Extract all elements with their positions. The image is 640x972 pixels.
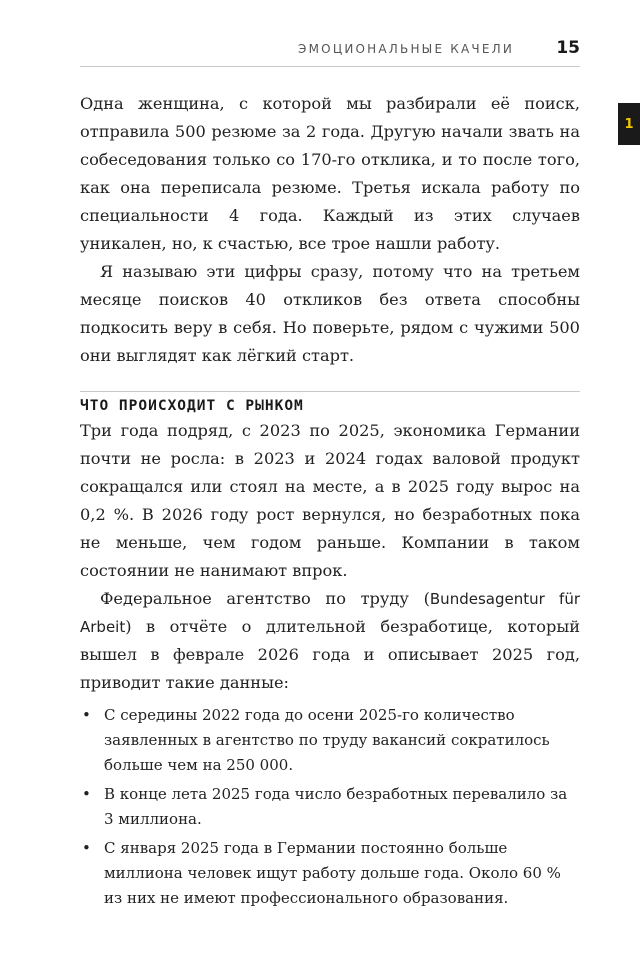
section-paragraph-2 [80,585,580,697]
page-header [80,36,580,67]
bullet-icon: • [82,839,91,857]
list-item [80,703,580,778]
section-heading: ЧТО ПРОИСХОДИТ С РЫНКОМ [80,398,304,414]
agency-name: Bundesagentur für Arbeit [80,590,580,636]
chapter-tab: 1 [618,103,640,145]
page-body [80,90,580,915]
intro-paragraph-1: Одна женщина, с которой мы разбирали её поиск, отправила 500 резюме за 2 года. Другую начали звать на собеседования только со 170-го отклика, и то после того, как она переписала резюме. Третья искала работу по специальности 4 года. Каждый из этих случаев уникален, но, к счастью, все трое нашли работу. [80,94,580,253]
paragraph-text: Федеральное агентство по труду ( [100,589,430,608]
list-item-text: С середины 2022 года до осени 2025-го количество заявленных в агентство по труду вакансий сократилось больше чем на 250 000. [104,706,550,774]
paragraph-text: ) в отчёте о длительной безработице, который вышел в феврале 2026 года и описывает 2025 год, приводит такие данные: [80,617,580,692]
list-item [80,836,580,911]
bullet-icon: • [82,785,91,803]
list-item-text: В конце лета 2025 года число безработных перевалило за 3 миллиона. [104,785,568,828]
running-title: ЭМОЦИОНАЛЬНЫЕ КАЧЕЛИ [298,42,514,56]
list-item-text: С января 2025 года в Германии постоянно больше миллиона человек ищут работу дольше года. Около 60 % из них не имеют профессионального образования. [104,839,561,907]
page-number: 15 [556,38,580,58]
section-paragraph-1: Три года подряд, с 2023 по 2025, экономика Германии почти не росла: в 2023 и 2024 годах валовой продукт сокращался или стоял на месте, а в 2025 году вырос на 0,2 %. В 2026 году рост вернулся, но безработных пока не меньше, чем годом раньше. Компании в таком состоянии не нанимают впрок. [80,421,580,580]
statistics-list [80,703,580,911]
intro-paragraph-2: Я называю эти цифры сразу, потому что на третьем месяце поисков 40 откликов без ответа способны подкосить веру в себя. Но поверьте, рядом с чужими 500 они выглядят как лёгкий старт. [80,262,580,365]
list-item [80,782,580,832]
bullet-icon: • [82,706,91,724]
